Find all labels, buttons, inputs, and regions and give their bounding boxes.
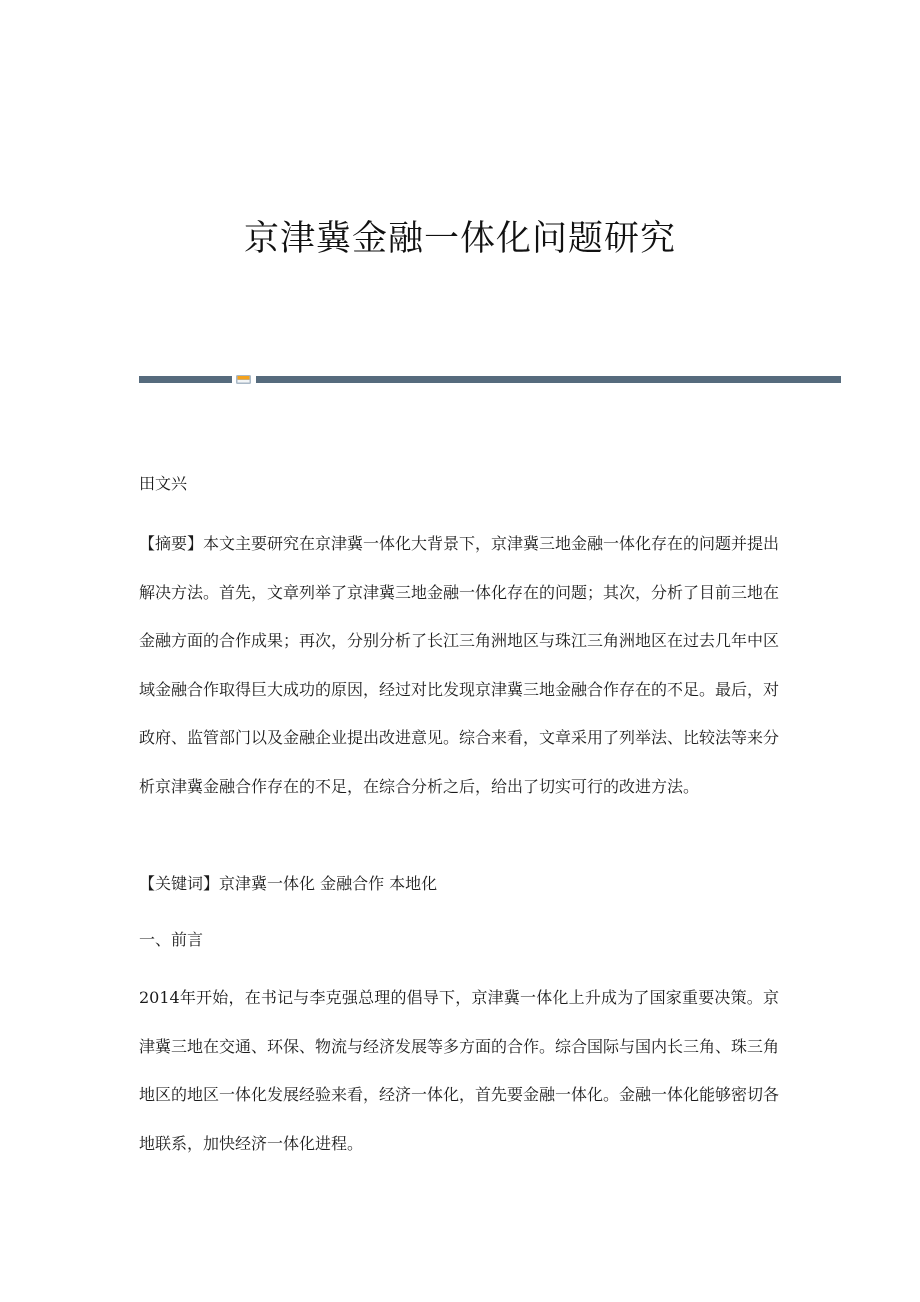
intro-paragraph: 2014年开始，在书记与李克强总理的倡导下，京津冀一体化上升成为了国家重要决策。京津冀三地在交通、环保、物流与经济发展等多方面的合作。综合国际与国内长三角、珠三角地区的地区一体化发展经验来看，经济一体化，首先要金融一体化。金融一体化能够密切各地联系，加快经济一体化进程。 — [139, 988, 780, 1153]
document-title: 京津冀金融一体化问题研究 — [243, 219, 676, 259]
author-name: 田文兴 — [139, 474, 188, 493]
divider-bar-right — [256, 376, 841, 383]
section-heading: 一、前言 — [139, 930, 204, 949]
abstract-paragraph: 【摘要】本文主要研究在京津冀一体化大背景下，京津冀三地金融一体化存在的问题并提出解决方法。首先，文章列举了京津冀三地金融一体化存在的问题；其次，分析了目前三地在金融方面的合作成果；再次，分别分析了长江三角洲地区与珠江三角洲地区在过去几年中区域金融合作取得巨大成功的原因，经过对比发现京津冀三地金融合作存在的不足。最后，对政府、监管部门以及金融企业提出改进意见。综合来看，文章采用了列举法、比较法等来分析京津冀金融合作存在的不足，在综合分析之后，给出了切实可行的改进方法。 — [139, 534, 780, 796]
divider-ornament-icon — [236, 375, 251, 384]
keywords-line: 【关键词】京津冀一体化 金融合作 本地化 — [139, 874, 438, 893]
title-divider — [139, 375, 841, 384]
divider-bar-left — [139, 376, 232, 383]
